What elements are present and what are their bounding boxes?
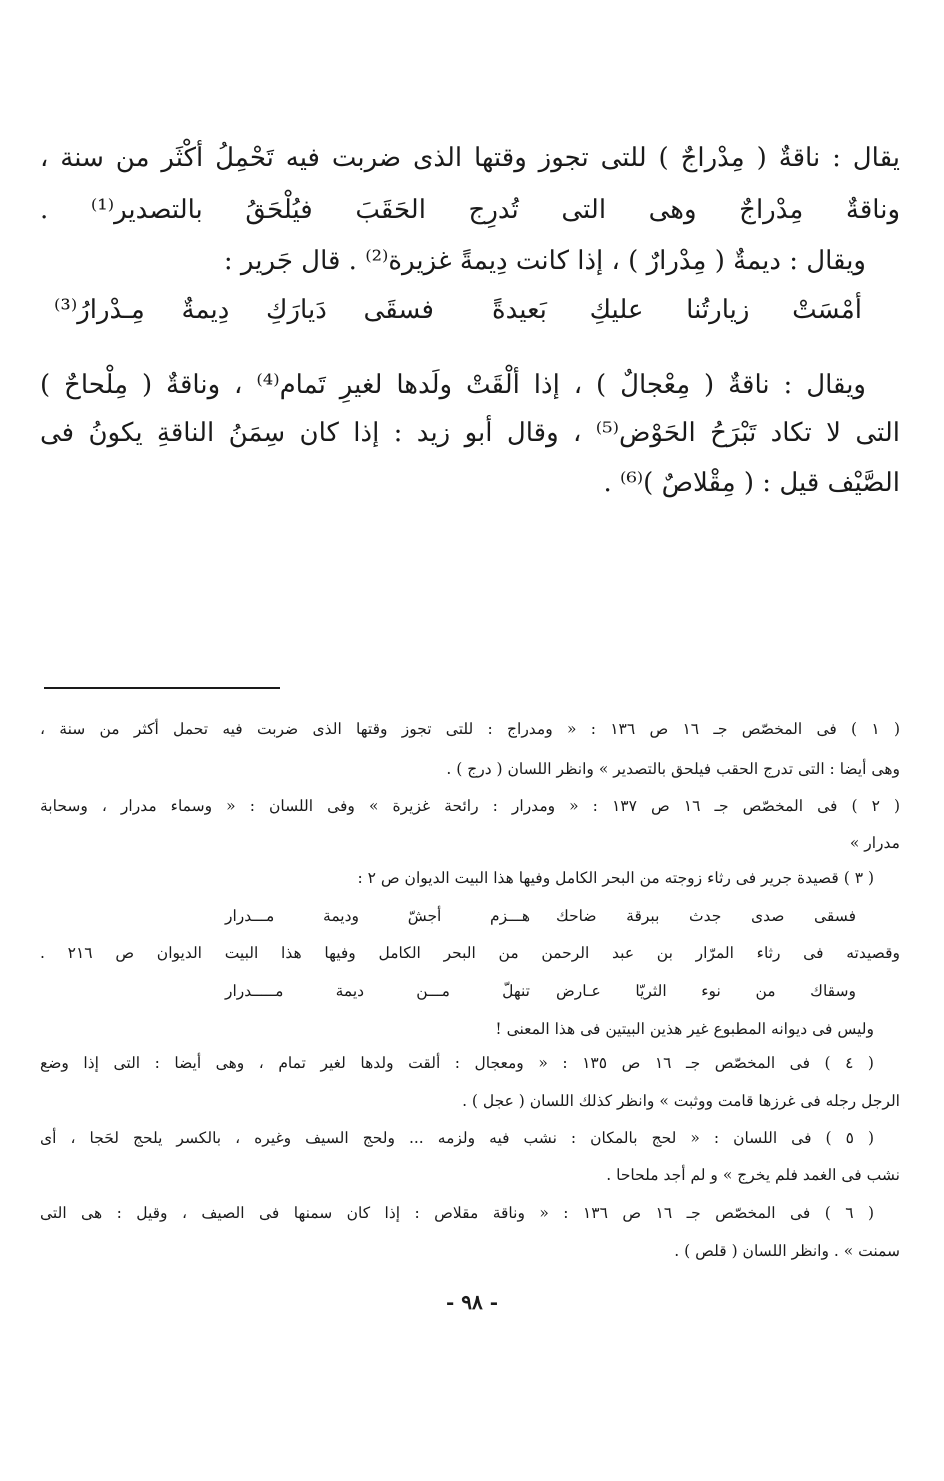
footnote-3-line-2: وقصيدته فى رثاء المرّار بن عبد الرحمن من البحر الكامل وفيها هذا البيت الديوان ص ٢١٦ . (40, 944, 901, 962)
footnote-3-verse-2b: تنهلّ مـــن ديمة مـــــدرار (225, 982, 530, 1000)
footnote-3-line-3: وليس فى ديوانه المطبوع غير هذين البيتين فى هذا المعنى ! (495, 1020, 874, 1038)
footnote-3-verse-2a: وسقاك من نوء الثريّا عـارض (556, 982, 856, 1000)
footnote-separator (44, 687, 280, 689)
body-line-4: ويقال : ناقةٌ ( مِعْجالٌ ) ، إذا ألْقَتْ ولَدها لغيرِ تَمام⁽⁴⁾ ، وناقةٌ ( مِلْحاحٌ ) (40, 370, 866, 400)
verse-hemistich-2: فسقَى دَيارَكِ دِيمةٌ مِـدْرارُ⁽³⁾ (54, 295, 434, 325)
footnote-4-line-1: ( ٤ ) فى المخصّص جـ ١٦ ص ١٣٥ : « ومعجال : ألقت ولدها لغير تمام ، وهى أيضا : التى إذا وضع (40, 1054, 874, 1072)
footnote-3-line-1: ( ٣ ) قصيدة جرير فى رثاء زوجته من البحر الكامل وفيها هذا البيت الديوان ص ٢ : (357, 869, 874, 887)
footnote-1-line-2: وهى أيضا : التى تدرج الحقب فيلحق بالتصدير » وانظر اللسان ( درج ) . (446, 760, 900, 778)
footnote-1-line-1: ( ١ ) فى المخصّص جـ ١٦ ص ١٣٦ : « ومدراج : للتى تجوز وقتها الذى ضربت فيه تحمل أكثر من سنة ، (40, 720, 900, 738)
body-line-3: ويقال : ديمةٌ ( مِدْرارٌ ) ، إذا كانت دِيمةً غزيرة⁽²⁾ . قال جَرير : (223, 246, 866, 276)
body-line-2: وناقةٌ مِدْراجٌ وهى التى تُدرِج الحَقَبَ فيُلْحَقُ بالتصدير⁽¹⁾ . (40, 195, 900, 225)
body-line-1: يقال : ناقةٌ ( مِدْراجٌ ) للتى تجوز وقتها الذى ضربت فيه تَحْمِلُ أكْثَر من سنة ، (40, 143, 900, 173)
body-line-6: الصَّيْف قيل : ( مِقْلاصٌ )⁽⁶⁾ . (603, 468, 900, 498)
footnote-2-line-1: ( ٢ ) فى المخصّص جـ ١٦ ص ١٣٧ : « ومدرار : رائحة غزيرة » وفى اللسان : « وسماء مدرار ، وسحابة (40, 797, 901, 815)
verse-hemistich-1: أمْسَتْ زيارتُنا عليكِ بَعيدةً (492, 295, 862, 325)
footnote-5-line-2: نشب فى الغمد فلم يخرج » و لم أجد ملحاحا . (606, 1166, 900, 1184)
page-number: - ٩٨ - (445, 1290, 498, 1314)
footnote-3-verse-1a: فسقى صدى جدث ببرقة ضاحك (556, 907, 856, 925)
footnote-2-line-2: مدرار » (849, 834, 900, 852)
footnote-6-line-1: ( ٦ ) فى المخصّص جـ ١٦ ص ١٣٦ : « وناقة مقلاص : إذا كان سمنها فى الصيف ، وقيل : هى التى (40, 1204, 875, 1222)
body-line-5: التى لا تكاد تَبْرَحُ الحَوْض⁽⁵⁾ ، وقال أبو زيد : إذا كان سِمَنُ الناقةِ يكونُ فى (40, 418, 900, 448)
footnote-4-line-2: الرجل رجله فى غرزها قامت ووثبت » وانظر كذلك اللسان ( عجل ) . (462, 1092, 900, 1110)
footnote-5-line-1: ( ٥ ) فى اللسان : « لحج بالمكان : نشب فيه ولزمه ... ولحج السيف وغيره ، بالكسر يلحج لحَجا ، أى (40, 1129, 875, 1147)
footnote-6-line-2: سمنت » . وانظر اللسان ( قلص ) . (674, 1242, 900, 1260)
footnote-3-verse-1b: هـــزم أجشّ وديمة مـــدرار (225, 907, 530, 925)
